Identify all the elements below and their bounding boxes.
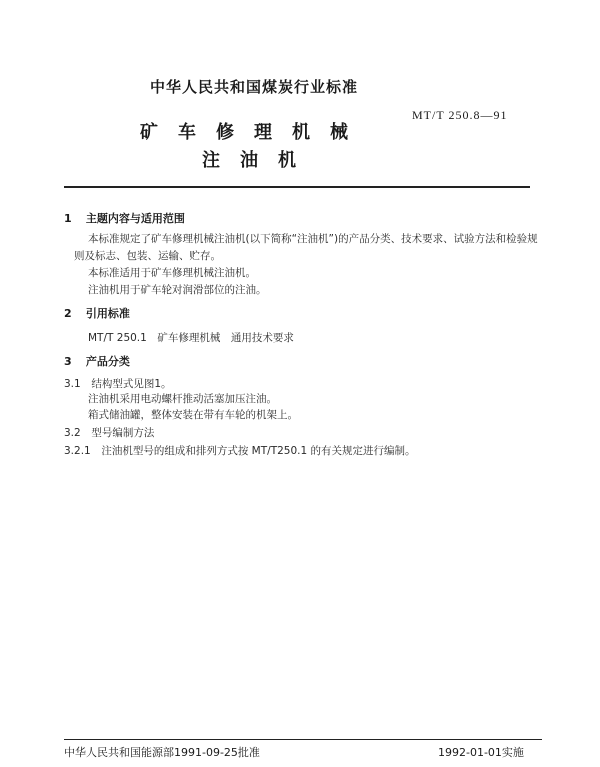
document-title-line1: 矿车修理机械 [140,122,368,143]
section-2-heading [64,305,130,321]
section-3-title: 产品分类 [85,355,130,368]
section-1-paragraph-1a: 本标准规定了矿车修理机械注油机(以下简称“注油机”)的产品分类、技术要求、试验方法和检验规 [88,233,538,245]
clause-3-2-1-number: 3.2.1 [64,445,91,457]
section-2-number: 2 [64,307,72,320]
approval-statement: 中华人民共和国能源部1991-09-25批准 [64,746,260,759]
section-2-title: 引用标准 [85,307,130,320]
section-1-paragraph-1b: 则及标志、包装、运输、贮存。 [74,250,221,262]
clause-3-2-title: 型号编制方法 [91,427,155,439]
footer-divider [64,739,542,740]
clause-3-1 [64,376,172,391]
clause-3-2 [64,425,154,440]
header-divider [64,186,530,188]
section-3-heading [64,353,130,369]
section-3-number: 3 [64,355,72,368]
clause-3-2-1-text: 注油机型号的组成和排列方式按 MT/T250.1 的有关规定进行编制。 [101,445,416,457]
implementation-date: 1992-01-01实施 [438,746,524,759]
standard-body-title: 中华人民共和国煤炭行业标准 [150,78,359,96]
clause-3-1-title: 结构型式见图1。 [91,378,172,390]
section-1-paragraph-2: 本标准适用于矿车修理机械注油机。 [88,267,256,279]
clause-3-1-number: 3.1 [64,378,81,390]
clause-3-2-number: 3.2 [64,427,81,439]
section-1-heading [64,210,185,226]
section-1-title: 主题内容与适用范围 [85,212,185,225]
section-1-paragraph-3: 注油机用于矿车轮对润滑部位的注油。 [88,284,267,296]
section-2-reference: MT/T 250.1 矿车修理机械 通用技术要求 [88,332,294,344]
standard-code: MT/T 250.8—91 [412,108,508,122]
clause-3-1-paragraph-2: 箱式储油罐，整体安装在带有车轮的机架上。 [88,409,298,421]
clause-3-2-1 [64,443,416,458]
clause-3-1-paragraph-1: 注油机采用电动螺杆推动活塞加压注油。 [88,393,277,405]
document-title-line2: 注油机 [202,150,316,171]
section-1-number: 1 [64,212,72,225]
